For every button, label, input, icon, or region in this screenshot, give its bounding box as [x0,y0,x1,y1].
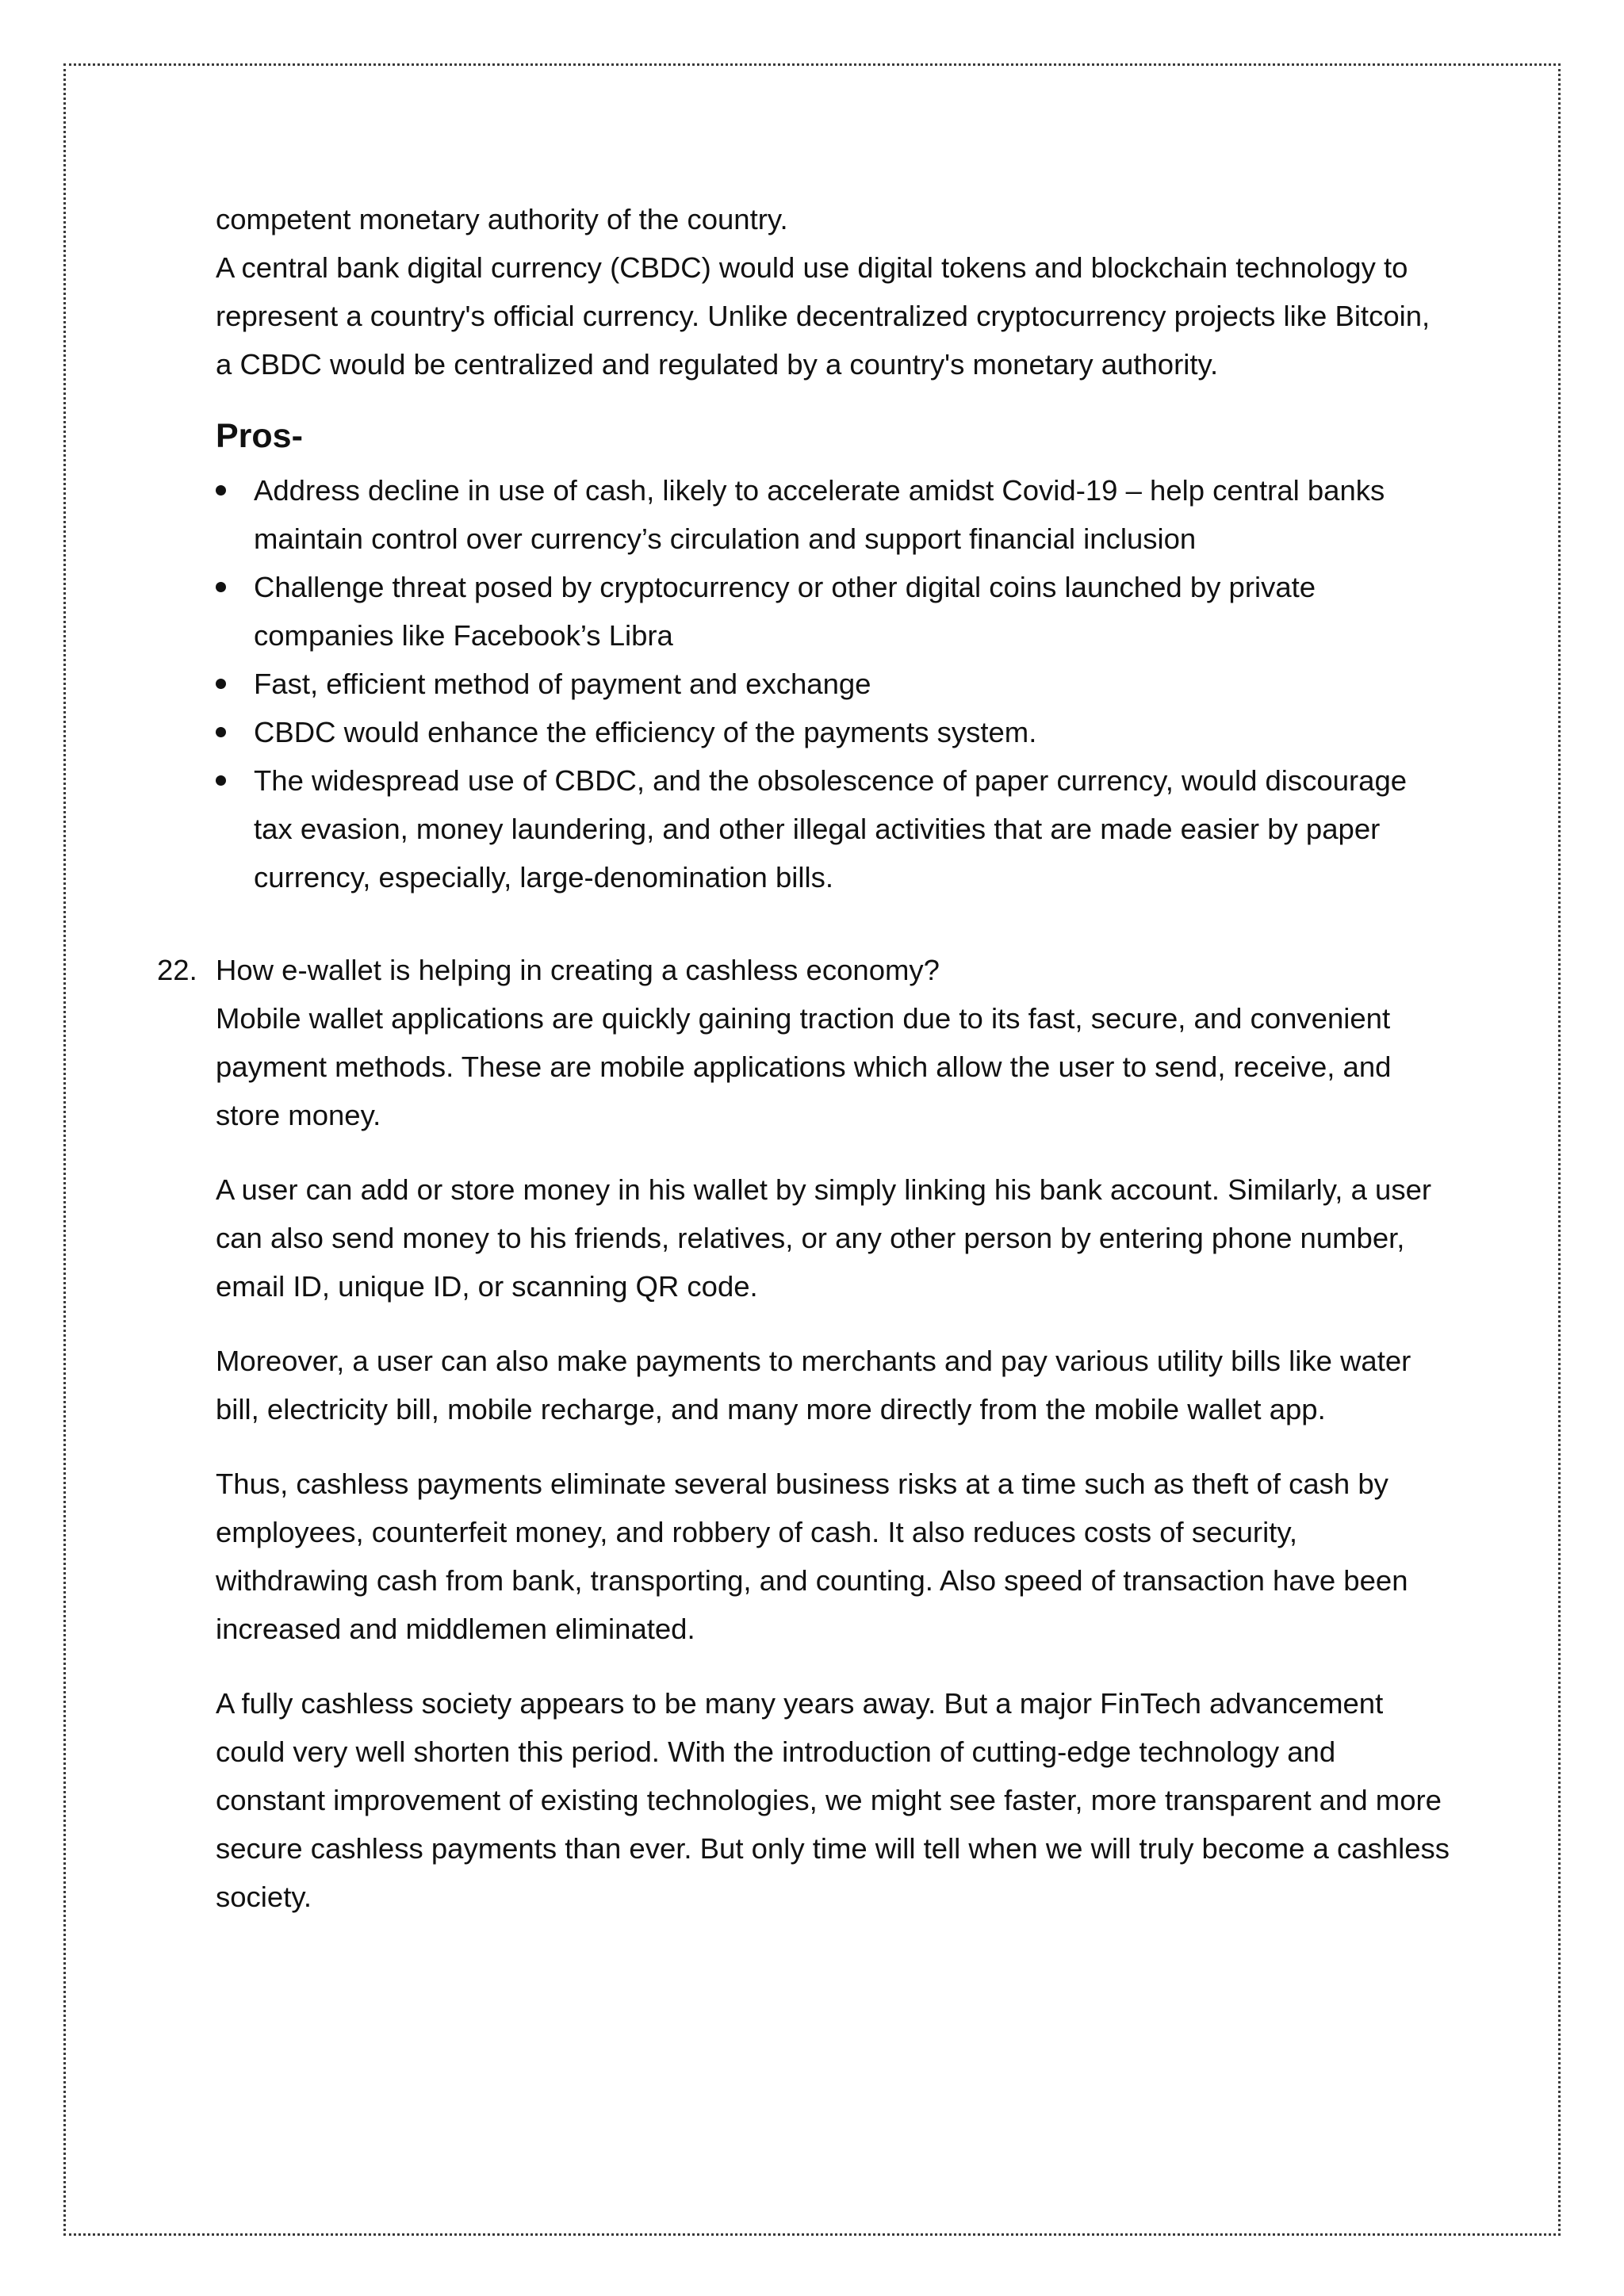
list-item [216,563,1453,660]
list-item-text: Fast, efficient method of payment and exchange [254,668,871,700]
question-number: 22. [157,954,197,986]
answer-paragraph-1: Mobile wallet applications are quickly gaining traction due to its fast, secure, and convenient payment methods. These are mobile applications which allow the user to send, receive, and store money. [216,1002,1392,1131]
answer-paragraph-5: A fully cashless society appears to be many years away. But a major FinTech advancement could very well shorten this period. With the introduction of cutting-edge technology and constant improvement of existing technologies, we might see faster, more transparent and more secure cashless payments than ever. But only time will tell when we will truly become a cashless society. [216,1687,1450,1913]
pros-list [216,466,1453,901]
list-item-text: The widespread use of CBDC, and the obsolescence of paper currency, would discourage tax evasion, money laundering, and other illegal activities that are made easier by paper currency, especially, large-denomination bills. [254,764,1408,894]
list-item-text: Challenge threat posed by cryptocurrency or other digital coins launched by private companies like Facebook’s Libra [254,571,1316,652]
answer-paragraph-3: Moreover, a user can also make payments to merchants and pay various utility bills like water bill, electricity bill, mobile recharge, and many more directly from the mobile wallet app. [216,1345,1411,1425]
bullet-icon [216,679,226,689]
bullet-icon [216,727,226,737]
question-title: How e-wallet is helping in creating a cashless economy? [216,954,940,986]
question-22 [157,946,1453,1921]
bullet-icon [216,582,226,592]
pros-heading: Pros- [216,417,303,455]
bullet-icon [216,775,226,786]
list-item [216,660,1453,708]
intro-line-1: competent monetary authority of the country. [216,203,788,235]
bullet-icon [216,485,226,496]
answer-paragraph-4: Thus, cashless payments eliminate several business risks at a time such as theft of cash by employees, counterfeit money, and robbery of cash. It also reduces costs of security, withdrawing cash from bank, transporting, and counting. Also speed of transaction have been increased and middlemen eliminated. [216,1468,1408,1645]
document-body [157,195,1453,1921]
list-item-text: Address decline in use of cash, likely to accelerate amidst Covid-19 – help central banks maintain control over currency’s circulation and support financial inclusion [254,474,1385,555]
list-item [216,708,1453,756]
intro-paragraph: A central bank digital currency (CBDC) would use digital tokens and blockchain technology to represent a country's official currency. Unlike decentralized cryptocurrency projects like Bitcoin, a CBDC would be centralized and regulated by a country's monetary authority. [216,251,1431,381]
list-item-text: CBDC would enhance the efficiency of the payments system. [254,716,1037,748]
list-item [216,756,1453,901]
list-item [216,466,1453,563]
answer-paragraph-2: A user can add or store money in his wallet by simply linking his bank account. Similarly, a user can also send money to his friends, relatives, or any other person by entering phone number, email ID, unique ID, or scanning QR code. [216,1173,1432,1303]
